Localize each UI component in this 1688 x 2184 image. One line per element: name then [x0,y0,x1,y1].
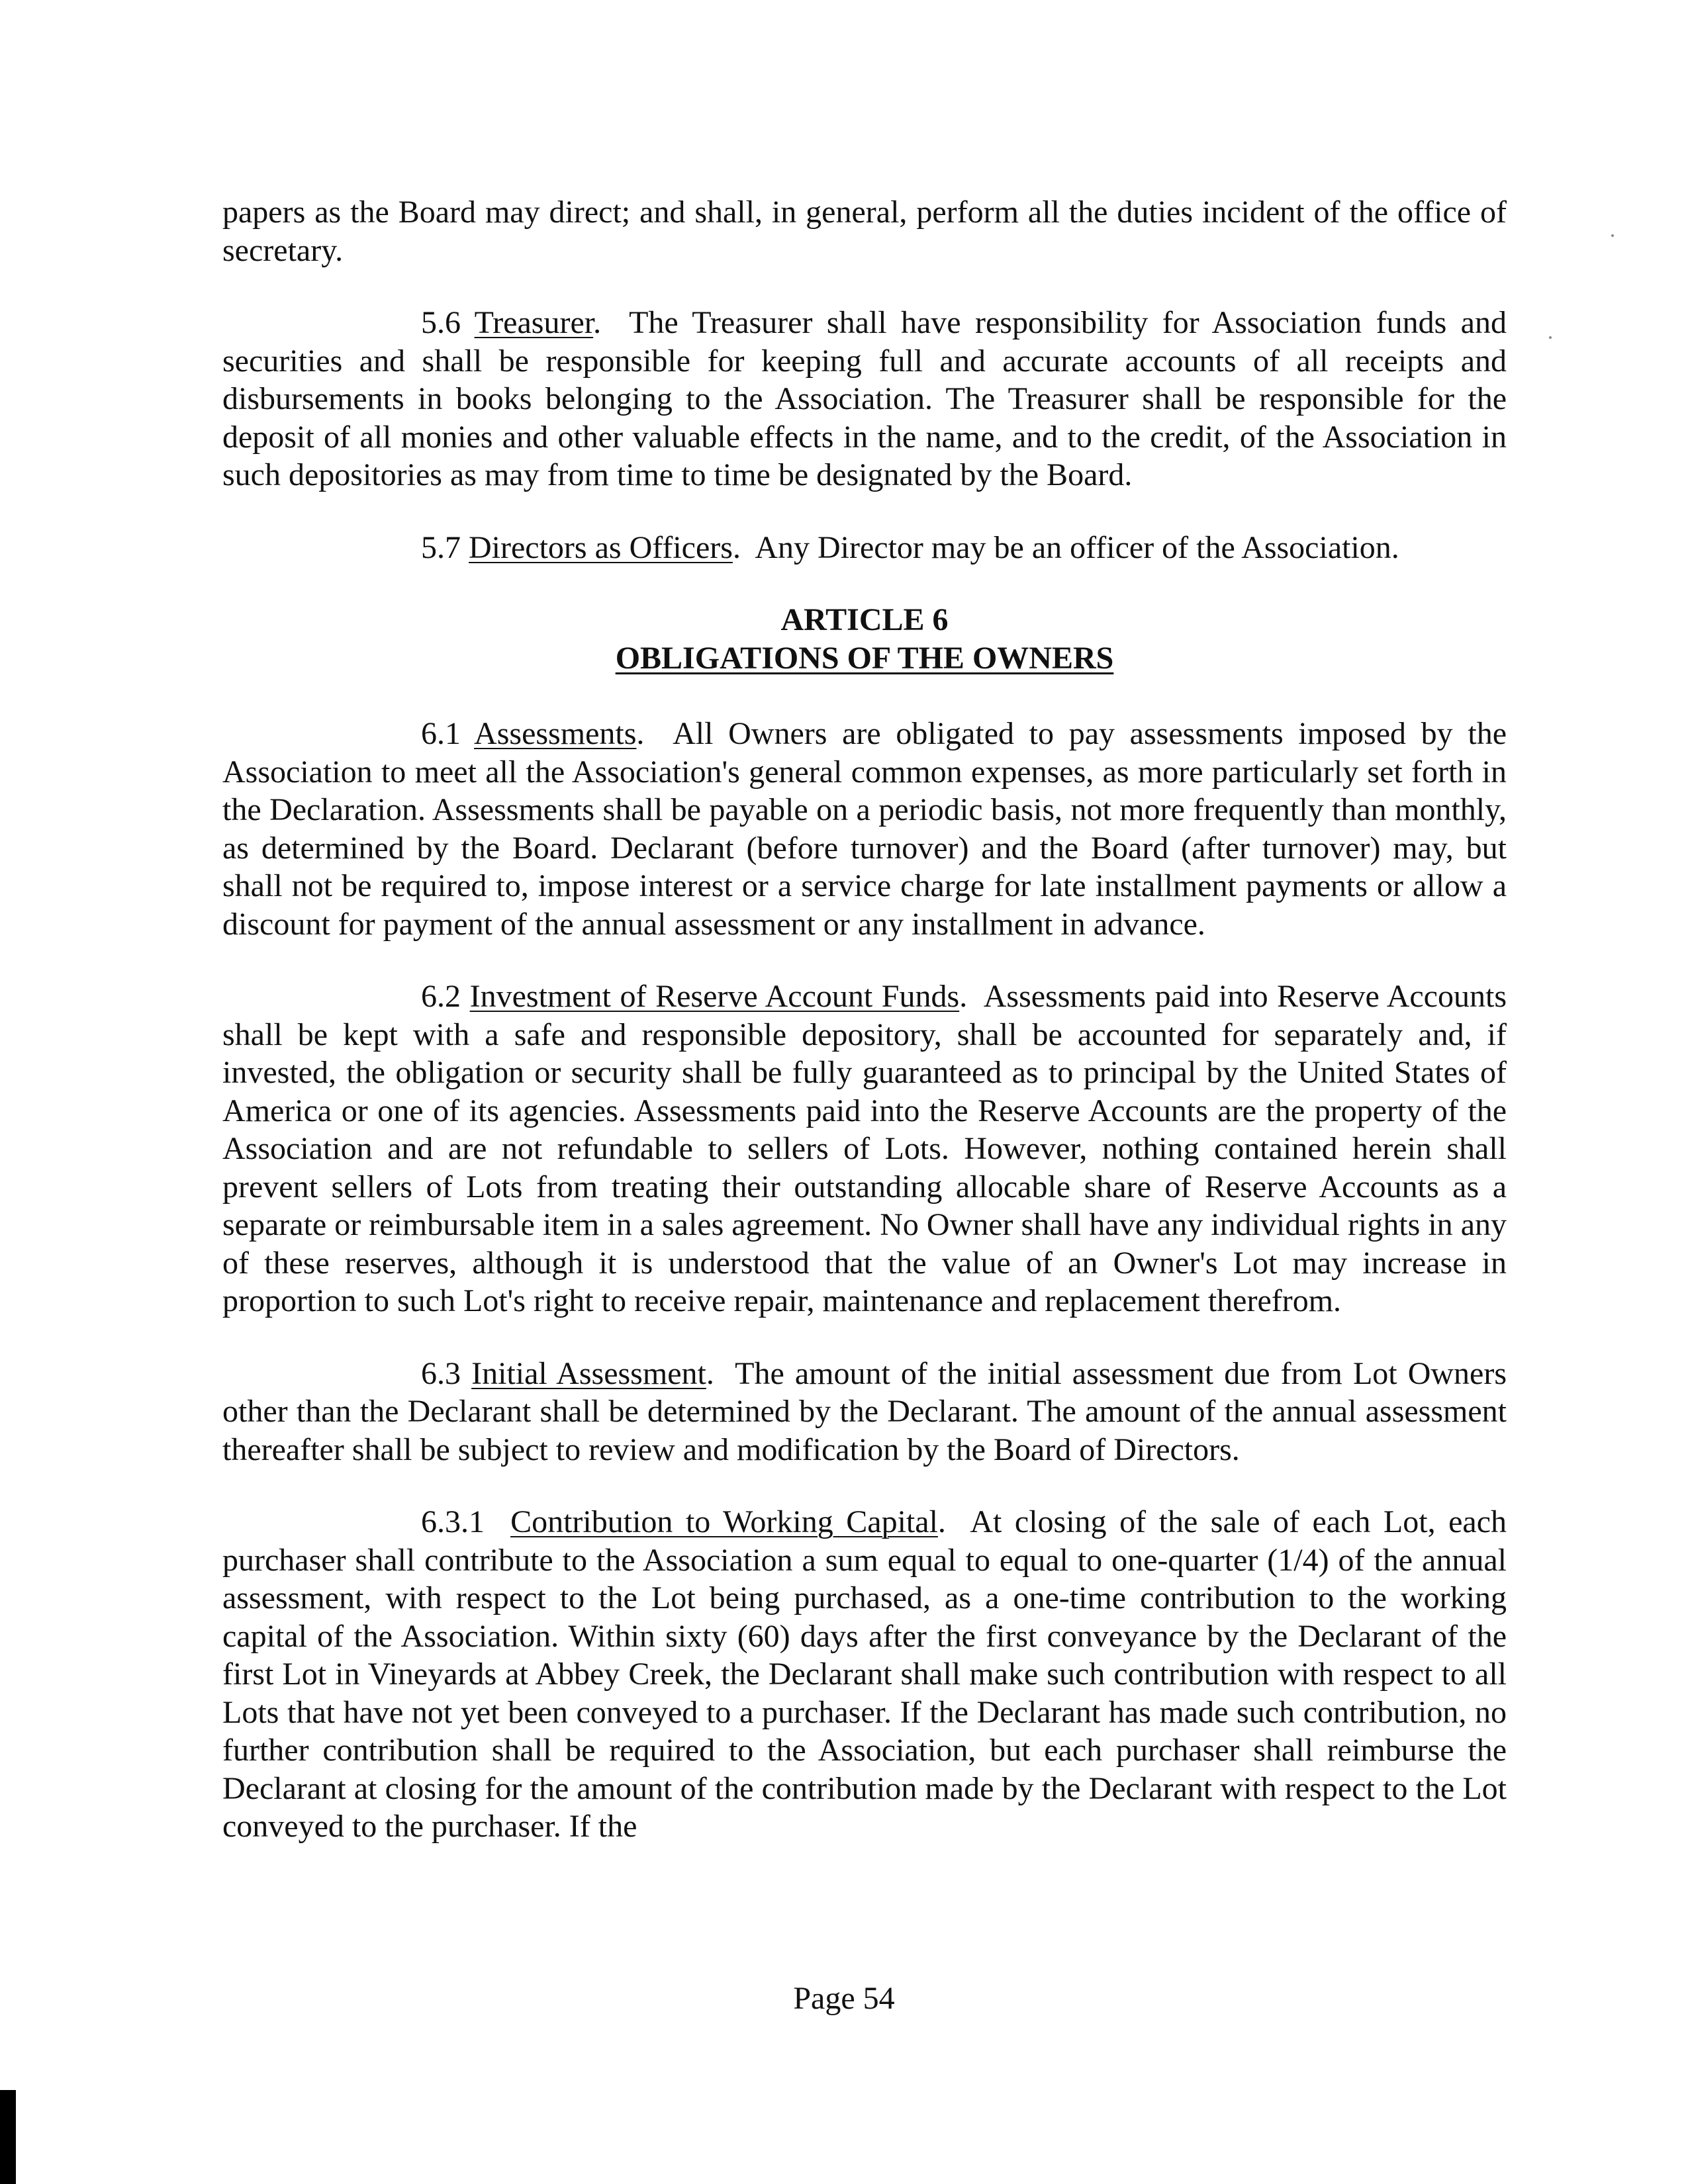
section-number: 5.7 [421,529,461,565]
section-title: Investment of Reserve Account Funds [469,979,960,1014]
section-5-7: 5.7 Directors as Officers. Any Director may be an officer of the Association. [421,529,1399,565]
section-text: At closing of the sale of each Lot, each purchaser shall contribute to the Association a sum equal to equal to one-quarter (1/4) of the annual assessment, with respect to the Lot being purchased, as a one-time contribution to the working capital of the Association. Within sixty (60) days after the first conveyance by the Declarant of the first Lot in Vineyards at Abbey Creek, the Declarant shall make such contribution with respect to all Lots that have not yet been conveyed to a purchaser. If the Declarant has made such contribution, no further contribution shall be required to the Association, but each purchaser shall reimburse the Declarant at closing for the amount of the contribution made by the Declarant with respect to the Lot conveyed to the purchaser. If the [222,1504,1507,1844]
scan-speck [1611,234,1614,237]
scan-edge-mark [0,2090,16,2184]
section-text: The amount of the initial assessment due from Lot Owners other than the Declarant shall be determined by the Declarant. The amount of the annual assessment thereafter shall be subject to review and modification by the Board of Directors. [222,1355,1507,1467]
section-6-2: 6.2 Investment of Reserve Account Funds. Assessments paid into Reserve Accounts shall be kept with a safe and responsible depository, shall be accounted for separately and, if invested, the obligation or security shall be fully guaranteed as to principal by the United States of America or one of its agencies. Assessments paid into the Reserve Accounts are the property of the Association and are not refundable to sellers of Lots. However, nothing contained herein shall prevent sellers of Lots from treating their outstanding allocable share of Reserve Accounts as a separate or reimbursable item in a sales agreement. No Owner shall have any individual rights in any of these reserves, although it is understood that the value of an Owner's Lot may increase in proportion to such Lot's right to receive repair, maintenance and replacement therefrom. [222,979,1507,1318]
section-number: 6.3 [421,1355,461,1391]
section-6-3-1: 6.3.1 Contribution to Working Capital. At closing of the sale of each Lot, each purchaser shall contribute to the Association a sum equal to equal to one-quarter (1/4) of the annual assessment, with respect to the Lot being purchased, as a one-time contribution to the working capital of the Association. Within sixty (60) days after the first conveyance by the Declarant of the first Lot in Vineyards at Abbey Creek, the Declarant shall make such contribution with respect to all Lots that have not yet been conveyed to a purchaser. If the Declarant has made such contribution, no further contribution shall be required to the Association, but each purchaser shall reimburse the Declarant at closing for the amount of the contribution made by the Declarant with respect to the Lot conveyed to the purchaser. If the [222,1504,1507,1844]
document-body [222,193,1507,1880]
page-number: Page 54 [793,1981,895,2016]
lead-paragraph: papers as the Board may direct; and shall, in general, perform all the duties incident of the office of secretary. [222,195,1507,268]
section-number: 6.2 [421,979,461,1014]
section-text: The Treasurer shall have responsibility for Association funds and securities and shall be responsible for keeping full and accurate accounts of all receipts and disbursements in books belonging to the Association. The Treasurer shall be responsible for the deposit of all monies and other valuable effects in the name, and to the credit, of the Association in such depositories as may from time to time be designated by the Board. [222,305,1507,492]
section-title: Contribution to Working Capital [510,1504,938,1539]
section-text: Any Director may be an officer of the Association. [755,529,1399,565]
section-number: 6.1 [421,716,461,751]
section-6-3: 6.3 Initial Assessment. The amount of the initial assessment due from Lot Owners other than the Declarant shall be determined by the Declarant. The amount of the annual assessment thereafter shall be subject to review and modification by the Board of Directors. [222,1355,1507,1467]
section-text: All Owners are obligated to pay assessments imposed by the Association to meet all the Association's general common expenses, as more particularly set forth in the Declaration. Assessments shall be payable on a periodic basis, not more frequently than monthly, as determined by the Board. Declarant (before turnover) and the Board (after turnover) may, but shall not be required to, impose interest or a service charge for late installment payments or allow a discount for payment of the annual assessment or any installment in advance. [222,716,1507,942]
article-heading [222,601,1507,678]
article-label: ARTICLE 6 [780,602,949,637]
scan-speck [1549,336,1552,339]
section-number: 6.3.1 [421,1504,485,1539]
article-title: OBLIGATIONS OF THE OWNERS [615,641,1114,676]
section-title: Assessments [474,716,637,751]
section-title: Initial Assessment [471,1355,706,1391]
section-title: Directors as Officers [469,529,733,565]
section-5-6: 5.6 Treasurer. The Treasurer shall have responsibility for Association funds and securities and shall be responsible for keeping full and accurate accounts of all receipts and disbursements in books belonging to the Association. The Treasurer shall be responsible for the deposit of all monies and other valuable effects in the name, and to the credit, of the Association in such depositories as may from time to time be designated by the Board. [222,305,1507,492]
section-title: Treasurer [474,305,594,340]
section-text: Assessments paid into Reserve Accounts shall be kept with a safe and responsible depository, shall be accounted for separately and, if invested, the obligation or security shall be fully guaranteed as to principal by the United States of America or one of its agencies. Assessments paid into the Reserve Accounts are the property of the Association and are not refundable to sellers of Lots. However, nothing contained herein shall prevent sellers of Lots from treating their outstanding allocable share of Reserve Accounts as a separate or reimbursable item in a sales agreement. No Owner shall have any individual rights in any of these reserves, although it is understood that the value of an Owner's Lot may increase in proportion to such Lot's right to receive repair, maintenance and replacement therefrom. [222,979,1507,1318]
section-number: 5.6 [421,305,461,340]
section-6-1: 6.1 Assessments. All Owners are obligated to pay assessments imposed by the Association to meet all the Association's general common expenses, as more particularly set forth in the Declaration. Assessments shall be payable on a periodic basis, not more frequently than monthly, as determined by the Board. Declarant (before turnover) and the Board (after turnover) may, but shall not be required to, impose interest or a service charge for late installment payments or allow a discount for payment of the annual assessment or any installment in advance. [222,716,1507,942]
